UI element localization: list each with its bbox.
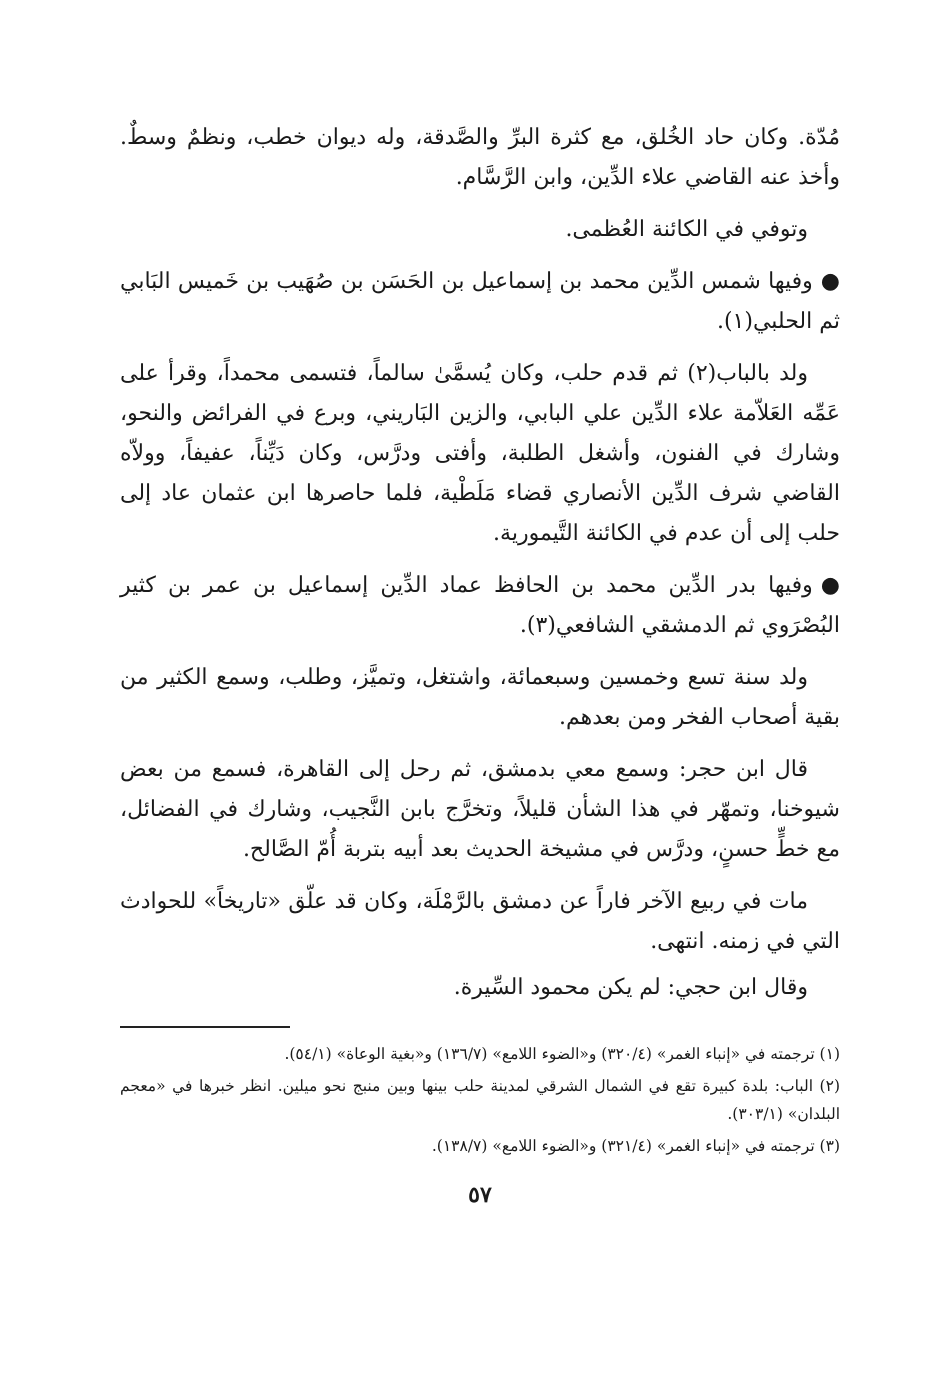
bullet-icon: ●	[820, 573, 840, 598]
footnote-1: (١) ترجمته في «إنباء الغمر» (٣٢٠/٤) و«الضوء اللامع» (١٣٦/٧) و«بغية الوعاة» (٥٤/١).	[284, 1045, 840, 1063]
paragraph-5-text: وفيها بدر الدِّين محمد بن الحافظ عماد الدِّين إسماعيل بن عمر بن كثير البُصْرَوي ثم الدمشقي الشافعي(٣).	[120, 573, 840, 638]
footnote-separator	[120, 1026, 840, 1028]
paragraph-7: قال ابن حجر: وسمع معي بدمشق، ثم رحل إلى القاهرة، فسمع من بعض شيوخنا، وتمهّر في هذا الشأن قليلاً، وتخرَّج بابن النَّجيب، وشارك في الفضائل، مع خطٍّ حسنٍ، ودرَّس في مشيخة الحديث بعد أبيه بتربة أُمّ الصَّالح.	[120, 757, 840, 862]
footnote-3: (٣) ترجمته في «إنباء الغمر» (٣٢١/٤) و«الضوء اللامع» (١٣٨/٧).	[431, 1137, 840, 1155]
paragraph-3-text: وفيها شمس الدِّين محمد بن إسماعيل بن الحَسَن بن صُهَيب بن خَميس البَابي ثم الحلبي(١).	[120, 269, 840, 334]
paragraph-2: وتوفي في الكائنة العُظمى.	[565, 217, 808, 242]
paragraph-9: وقال ابن حجي: لم يكن محمود السِّيرة.	[453, 975, 808, 1000]
footnote-2: (٢) الباب: بلدة كبيرة تقع في الشمال الشرقي لمدينة حلب بينها وبين منبج نحو ميلين. انظر خبرها في «معجم البلدان» (٣٠٣/١).	[120, 1077, 840, 1123]
page-number: ٥٧	[468, 1182, 492, 1208]
footnote-rule	[120, 1026, 290, 1028]
paragraph-3-entry	[120, 262, 840, 342]
bullet-icon: ●	[820, 269, 840, 294]
paragraph-1: مُدّة. وكان حاد الخُلق، مع كثرة البرِّ والصَّدقة، وله ديوان خطب، ونظمٌ وسطٌ. وأخذ عنه القاضي علاء الدِّين، وابن الرَّسَّام.	[120, 125, 840, 190]
paragraph-4: ولد بالباب(٢) ثم قدم حلب، وكان يُسمَّىٰ سالماً، فتسمى محمداً، وقرأ على عَمِّه العَلاّمة علاء الدِّين علي البابي، والزين البَاريني، وبرع في الفرائض والنحو، وشارك في الفنون، وأشغل الطلبة، وأفتى ودرَّس، وكان دَيِّناً، عفيفاً، وولاّه القاضي شرف الدِّين الأنصاري قضاء مَلَطْية، فلما حاصرها ابن عثمان عاد إلى حلب إلى أن عدم في الكائنة التَّيمورية.	[120, 361, 840, 546]
paragraph-8: مات في ربيع الآخر فاراً عن دمشق بالرَّمْلَة، وكان قد علّق «تاريخاً» للحوادث التي في زمنه. انتهى.	[120, 889, 840, 954]
document-page	[120, 118, 840, 1208]
paragraph-6: ولد سنة تسع وخمسين وسبعمائة، واشتغل، وتميَّز، وطلب، وسمع الكثير من بقية أصحاب الفخر ومن بعدهم.	[120, 665, 840, 730]
paragraph-5-entry	[120, 566, 840, 646]
